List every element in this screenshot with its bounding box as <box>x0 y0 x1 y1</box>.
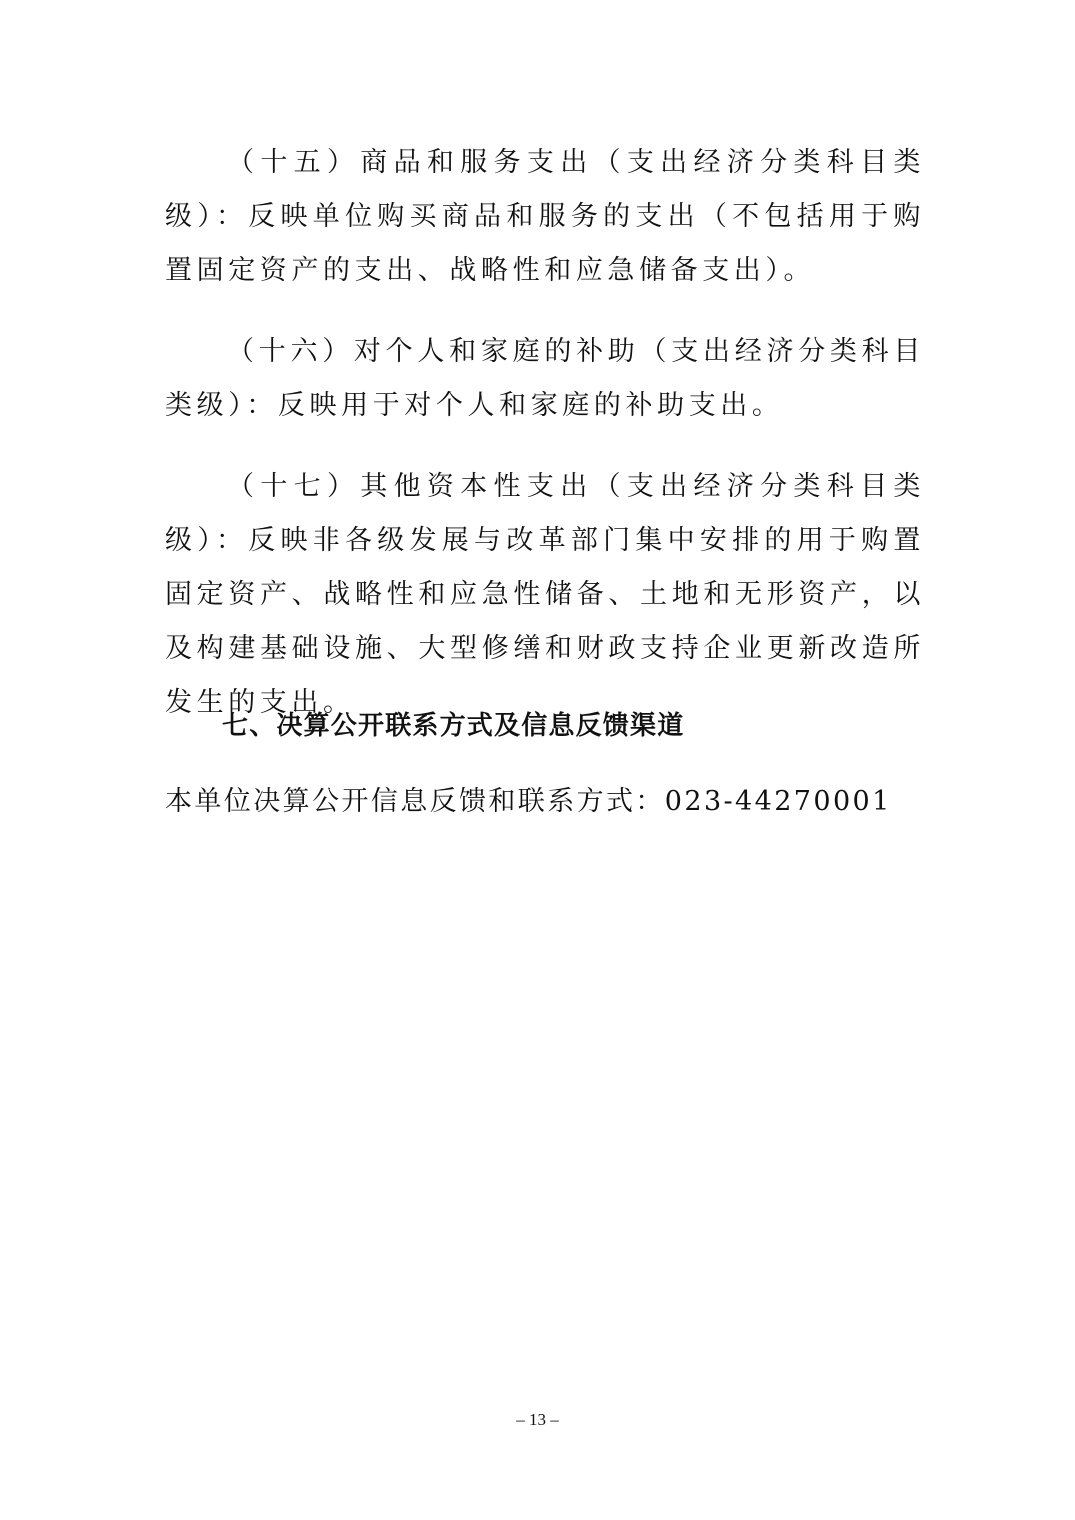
paragraph-item-15: （十五）商品和服务支出（支出经济分类科目类级）：反映单位购买商品和服务的支出（不包括用于购置固定资产的支出、战略性和应急储备支出）。 <box>165 147 925 286</box>
paragraph-item-16: （十六）对个人和家庭的补助（支出经济分类科目类级）：反映用于对个人和家庭的补助支出。 <box>165 336 925 421</box>
page-number: – 13 – <box>516 1410 559 1429</box>
paragraph-item-17: （十七）其他资本性支出（支出经济分类科目类级）：反映非各级发展与改革部门集中安排的用于购置固定资产、战略性和应急性储备、土地和无形资产，以及构建基础设施、大型修缮和财政支持企业更新改造所发生的支出。 <box>165 471 925 718</box>
section-heading: 七、决算公开联系方式及信息反馈渠道 <box>222 711 685 741</box>
contact-info: 本单位决算公开信息反馈和联系方式：023-44270001 <box>165 786 892 817</box>
